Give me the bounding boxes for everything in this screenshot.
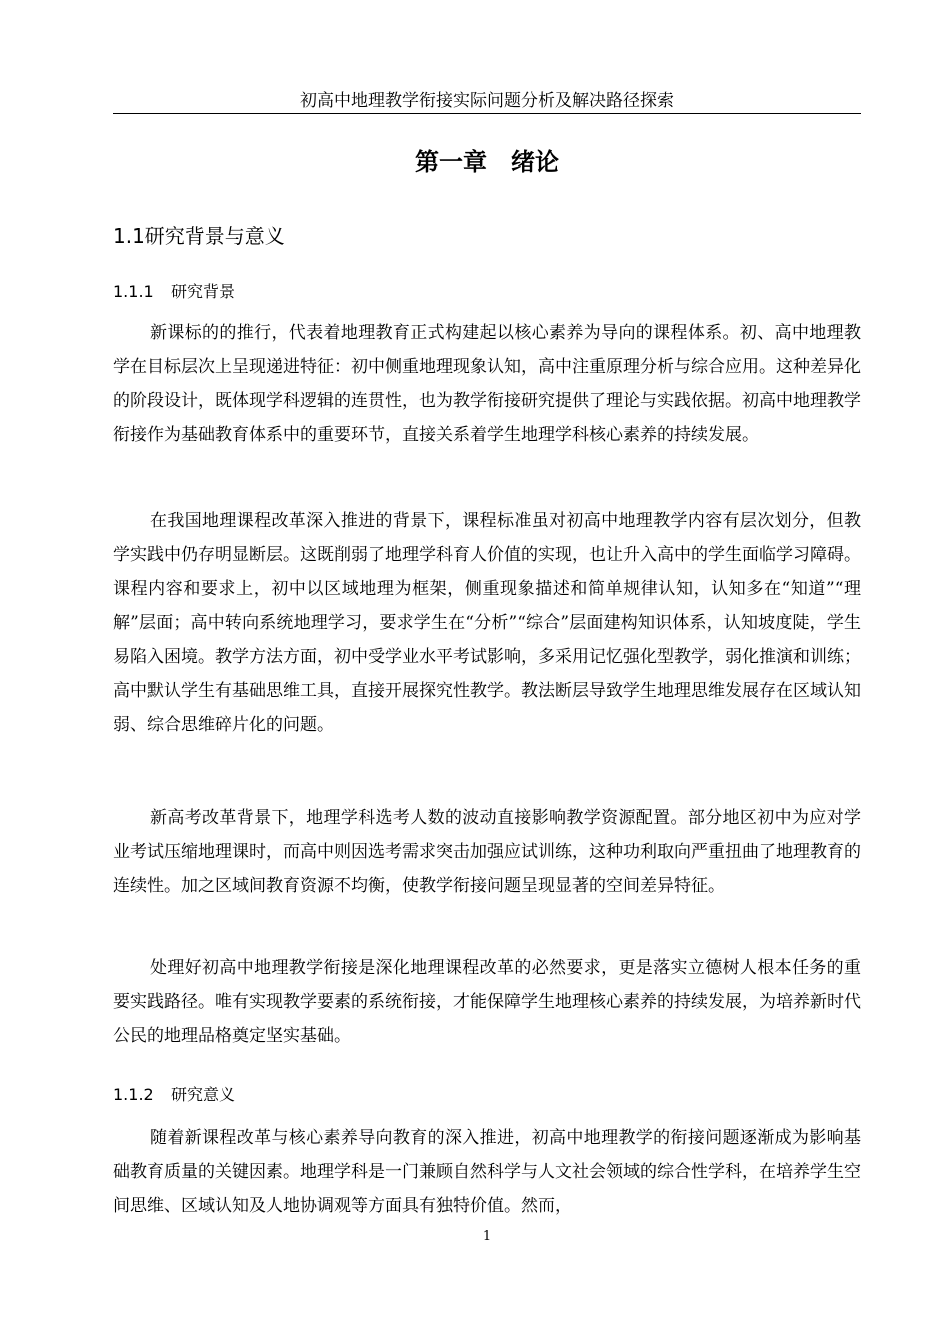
paragraph: 处理好初高中地理教学衔接是深化地理课程改革的必然要求，更是落实立德树人根本任务的重要实践路径。唯有实现教学要素的系统衔接，才能保障学生地理核心素养的持续发展，为培养新时代公民的地理品格奠定坚实基础。 bbox=[113, 958, 861, 1046]
subsection-heading-2 bbox=[113, 1084, 235, 1106]
header-rule bbox=[113, 113, 861, 114]
paragraph: 新高考改革背景下，地理学科选考人数的波动直接影响教学资源配置。部分地区初中为应对学业考试压缩地理课时，而高中则因选考需求突击加强应试训练，这种功利取向严重扭曲了地理教育的连续性。加之区域间教育资源不均衡，使教学衔接问题呈现显著的空间差异特征。 bbox=[113, 808, 861, 896]
paragraph: 在我国地理课程改革深入推进的背景下，课程标准虽对初高中地理教学内容有层次划分，但教学实践中仍存明显断层。这既削弱了地理学科育人价值的实现，也让升入高中的学生面临学习障碍。课程内容和要求上，初中以区域地理为框架，侧重现象描述和简单规律认知，认知多在“知道”“理解”层面；高中转向系统地理学习，要求学生在“分析”“综合”层面建构知识体系，认知坡度陡，学生易陷入困境。教学方法方面，初中受学业水平考试影响，多采用记忆强化型教学，弱化推演和训练；高中默认学生有基础思维工具，直接开展探究性教学。教法断层导致学生地理思维发展存在区域认知弱、综合思维碎片化的问题。 bbox=[113, 511, 861, 735]
paragraph: 随着新课程改革与核心素养导向教育的深入推进，初高中地理教学的衔接问题逐渐成为影响基础教育质量的关键因素。地理学科是一门兼顾自然科学与人文社会领域的综合性学科，在培养学生空间思维、区域认知及人地协调观等方面具有独特价值。然而， bbox=[113, 1128, 861, 1216]
subsection-title-text: 研究意义 bbox=[171, 1085, 236, 1104]
subsection-heading-1 bbox=[113, 281, 235, 303]
section-title: 1.1研究背景与意义 bbox=[113, 224, 285, 248]
chapter-title: 第一章 绪论 bbox=[415, 148, 559, 176]
subsection-number: 1.1.2 bbox=[113, 1085, 154, 1104]
running-header: 初高中地理教学衔接实际问题分析及解决路径探索 bbox=[300, 91, 674, 111]
page-number: 1 bbox=[482, 1229, 492, 1244]
subsection-title-text: 研究背景 bbox=[171, 282, 236, 301]
paragraph: 新课标的的推行，代表着地理教育正式构建起以核心素养为导向的课程体系。初、高中地理教学在目标层次上呈现递进特征：初中侧重地理现象认知，高中注重原理分析与综合应用。这种差异化的阶段设计，既体现学科逻辑的连贯性，也为教学衔接研究提供了理论与实践依据。初高中地理教学衔接作为基础教育体系中的重要环节，直接关系着学生地理学科核心素养的持续发展。 bbox=[113, 323, 861, 445]
subsection-number: 1.1.1 bbox=[113, 282, 154, 301]
